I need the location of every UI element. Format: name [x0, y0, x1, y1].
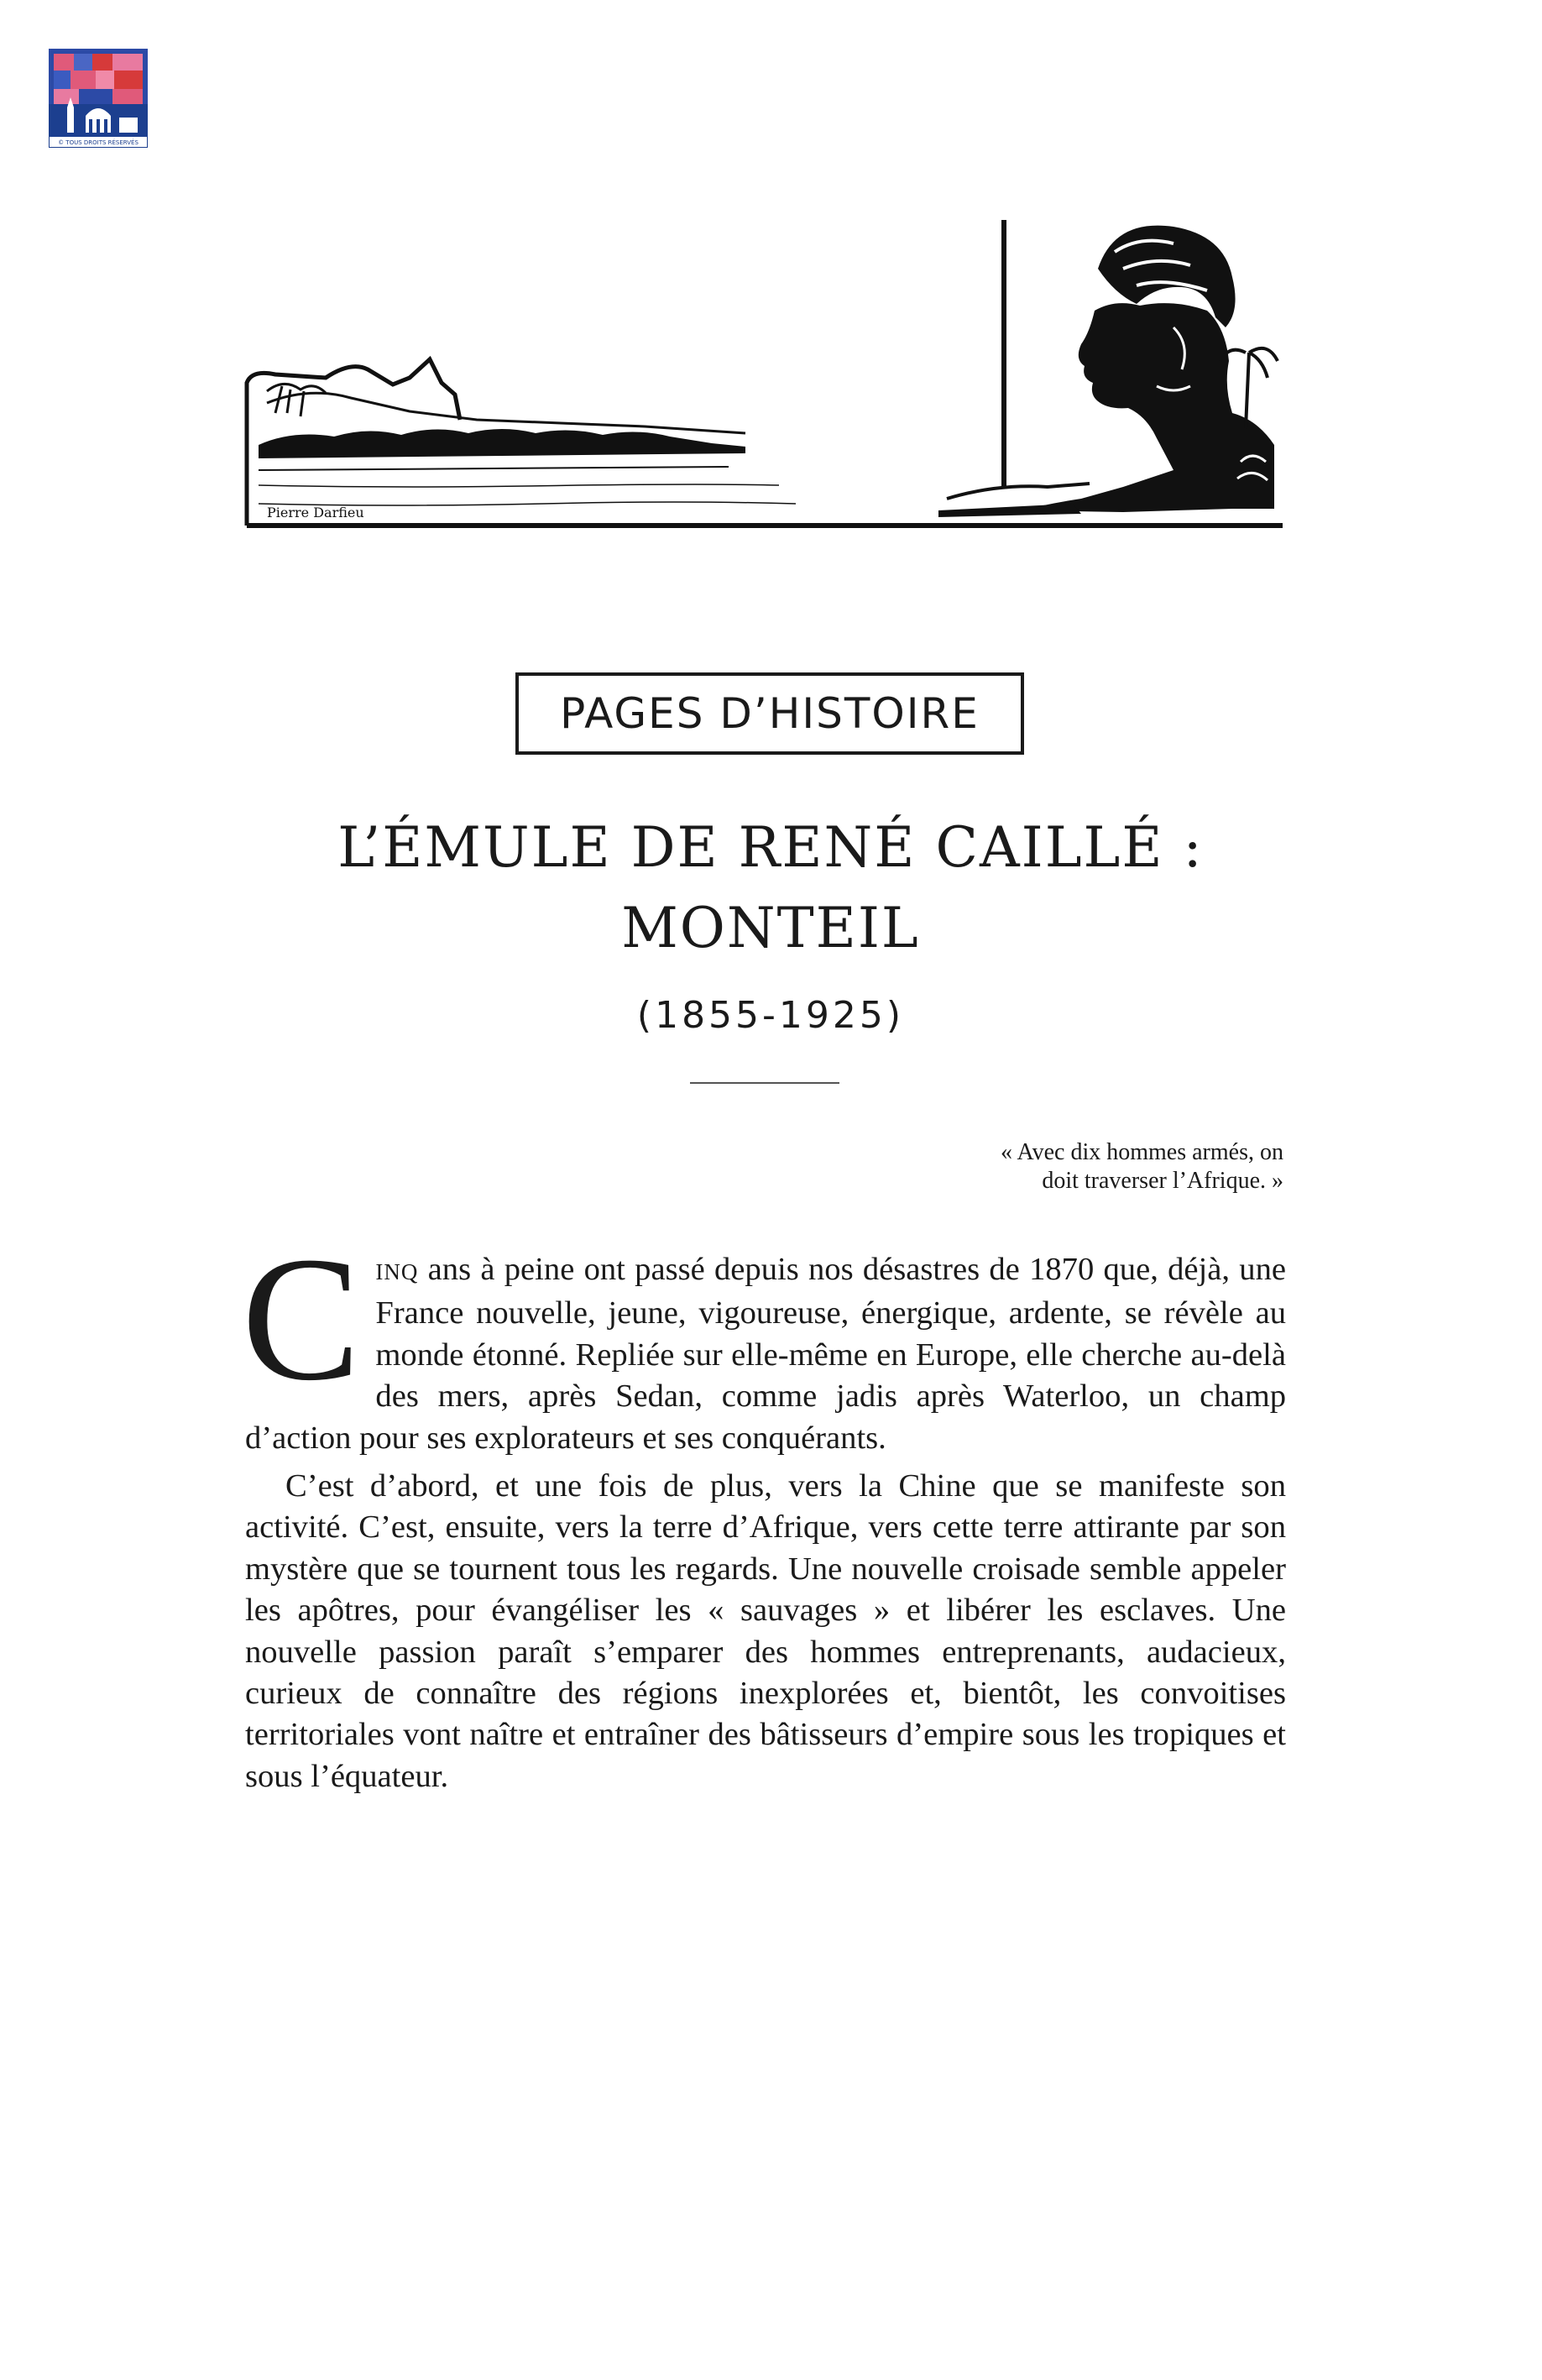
paragraph-1 [242, 1220, 1286, 1459]
title-line-1: L’ÉMULE DE RENÉ CAILLÉ : [337, 815, 1204, 880]
header-illustration [242, 218, 1283, 529]
epigraph-line-2: doit traverser l’Afrique. » [1042, 1168, 1283, 1194]
section-label: PAGES D’HISTOIRE [515, 672, 1024, 755]
svg-text:Pierre Darfieu: Pierre Darfieu [267, 505, 364, 520]
publisher-logo [49, 49, 148, 148]
title-line-2: MONTEIL [621, 896, 920, 960]
article-body [242, 1220, 1286, 1797]
paragraph-2: C’est d’abord, et une fois de plus, vers la Chine que se manifeste son activité. C’est, ensuite, vers la terre d’Afrique, vers cette terre attirante par son mystère que se tournent tous les regards. Une nouvelle croisade semble appeler les apôtres, pour évangéliser les « sauvages » et libérer les esclaves. Une nouvelle passion paraît s’emparer des hommes entreprenants, audacieux, curieux de connaître des régions inexplorées et, bientôt, les convoitises territoriales vont naître et entraîner des bâtisseurs d’empire sous les tropiques et sous l’équateur. [245, 1468, 1286, 1794]
publisher-logo-icon [49, 49, 148, 148]
article-dates: (1855-1925) [636, 994, 905, 1037]
svg-text:© TOUS DROITS RÉSERVÉS: © TOUS DROITS RÉSERVÉS [58, 139, 139, 146]
paragraph-1-text: ans à peine ont passé depuis nos désastres de 1870 que, déjà, une France nouvelle, jeune, vigoureuse, énergique, ardente, se révèle au monde étonné. Repliée sur elle-même en Europe, elle cherche au-delà des mers, après Sedan, comme jadis après Waterloo, un champ d’action pour ses explorateurs et ses conquérants. [245, 1252, 1286, 1456]
first-word-smallcaps: INQ [375, 1259, 419, 1284]
title-divider [690, 1082, 839, 1084]
epigraph-line-1: « Avec dix hommes armés, on [1001, 1139, 1283, 1165]
article-title [243, 808, 1298, 969]
drop-cap: C [242, 1220, 361, 1417]
african-landscape-portrait-woodcut [242, 218, 1283, 529]
epigraph [813, 1138, 1283, 1195]
